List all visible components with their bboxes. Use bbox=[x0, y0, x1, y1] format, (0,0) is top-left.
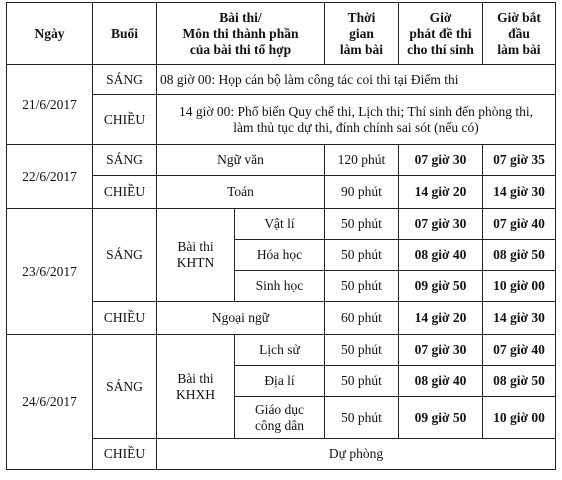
start-time-cell: 07 giờ 35 bbox=[483, 145, 556, 176]
subject-cell: Hóa học bbox=[235, 240, 325, 271]
header-distribution-line2: phát đề thi bbox=[409, 25, 472, 41]
distribution-time-cell: 07 giờ 30 bbox=[399, 335, 483, 366]
duration-cell: 50 phút bbox=[325, 271, 399, 302]
distribution-time-cell: 09 giờ 50 bbox=[399, 271, 483, 302]
session-cell: SÁNG bbox=[93, 335, 157, 439]
duration-cell: 50 phút bbox=[325, 209, 399, 240]
start-time-cell: 14 giờ 30 bbox=[483, 176, 556, 209]
duration-cell: 90 phút bbox=[325, 176, 399, 209]
distribution-time-cell: 14 giờ 20 bbox=[399, 176, 483, 209]
note-cell bbox=[157, 95, 556, 145]
session-cell: CHIỀU bbox=[93, 439, 157, 470]
distribution-time-cell: 09 giờ 50 bbox=[399, 397, 483, 439]
header-duration-line2: gian bbox=[349, 25, 374, 41]
distribution-time-cell: 08 giờ 40 bbox=[399, 240, 483, 271]
group-line2: KHXH bbox=[176, 386, 215, 402]
note-line2: làm thủ tục dự thi, đính chính sai sót (nếu có) bbox=[233, 119, 479, 135]
duration-cell: 50 phút bbox=[325, 366, 399, 397]
group-cell bbox=[157, 209, 235, 302]
header-subject-line1: Bài thi/ bbox=[219, 9, 262, 25]
header-distribution-line3: cho thí sinh bbox=[407, 41, 474, 57]
date-cell: 21/6/2017 bbox=[7, 65, 93, 145]
header-day: Ngày bbox=[7, 3, 93, 65]
header-duration-line1: Thời bbox=[347, 9, 376, 25]
exam-schedule-table bbox=[6, 2, 556, 470]
start-time-cell: 10 giờ 00 bbox=[483, 397, 556, 439]
start-time-cell: 07 giờ 40 bbox=[483, 335, 556, 366]
duration-cell: 60 phút bbox=[325, 302, 399, 335]
date-cell: 22/6/2017 bbox=[7, 145, 93, 209]
session-cell: CHIỀU bbox=[93, 176, 157, 209]
duration-cell: 50 phút bbox=[325, 240, 399, 271]
subject-cell: Sinh học bbox=[235, 271, 325, 302]
note-line1: 14 giờ 00: Phổ biến Quy chế thi, Lịch thi; Thí sinh đến phòng thi, bbox=[178, 103, 534, 119]
subject-cell: Ngoại ngữ bbox=[157, 302, 325, 335]
header-distribution-time bbox=[399, 3, 483, 65]
duration-cell: 50 phút bbox=[325, 335, 399, 366]
subject-cell bbox=[235, 397, 325, 439]
start-time-cell: 10 giờ 00 bbox=[483, 271, 556, 302]
subject-line1: Giáo dục bbox=[254, 401, 305, 417]
distribution-time-cell: 07 giờ 30 bbox=[399, 145, 483, 176]
start-time-cell: 08 giờ 50 bbox=[483, 366, 556, 397]
header-session: Buổi bbox=[93, 3, 157, 65]
header-subject-line2: Môn thi thành phần bbox=[182, 25, 299, 41]
subject-cell: Ngữ văn bbox=[157, 145, 325, 176]
table-row bbox=[7, 145, 556, 176]
note-cell: Dự phòng bbox=[157, 439, 556, 470]
header-subject bbox=[157, 3, 325, 65]
session-cell: CHIỀU bbox=[93, 302, 157, 335]
subject-cell: Lịch sử bbox=[235, 335, 325, 366]
subject-line2: công dân bbox=[254, 417, 305, 433]
distribution-time-cell: 07 giờ 30 bbox=[399, 209, 483, 240]
header-start-line3: làm bài bbox=[497, 41, 541, 57]
table-row bbox=[7, 335, 556, 366]
group-cell bbox=[157, 335, 235, 439]
header-subject-line3: của bài thi tổ hợp bbox=[189, 41, 292, 57]
header-duration bbox=[325, 3, 399, 65]
subject-cell: Địa lí bbox=[235, 366, 325, 397]
header-start-line1: Giờ bắt bbox=[497, 9, 541, 25]
subject-cell: Vật lí bbox=[235, 209, 325, 240]
session-cell: SÁNG bbox=[93, 209, 157, 302]
start-time-cell: 08 giờ 50 bbox=[483, 240, 556, 271]
date-cell: 23/6/2017 bbox=[7, 209, 93, 335]
session-cell: SÁNG bbox=[93, 65, 157, 95]
distribution-time-cell: 08 giờ 40 bbox=[399, 366, 483, 397]
duration-cell: 50 phút bbox=[325, 397, 399, 439]
header-duration-line3: làm bài bbox=[339, 41, 384, 57]
table-row bbox=[7, 209, 556, 240]
header-row bbox=[7, 3, 556, 65]
date-cell: 24/6/2017 bbox=[7, 335, 93, 470]
session-cell: CHIỀU bbox=[93, 95, 157, 145]
header-distribution-line1: Giờ bbox=[429, 9, 452, 25]
group-line1: Bài thi bbox=[177, 370, 214, 386]
start-time-cell: 07 giờ 40 bbox=[483, 209, 556, 240]
header-start-line2: đầu bbox=[508, 25, 530, 41]
note-cell: 08 giờ 00: Họp cán bộ làm công tác coi thi tại Điểm thi bbox=[157, 65, 556, 95]
duration-cell: 120 phút bbox=[325, 145, 399, 176]
header-start-time bbox=[483, 3, 556, 65]
group-line2: KHTN bbox=[176, 255, 215, 270]
session-cell: SÁNG bbox=[93, 145, 157, 176]
subject-cell: Toán bbox=[157, 176, 325, 209]
start-time-cell: 14 giờ 30 bbox=[483, 302, 556, 335]
group-line1: Bài thi bbox=[177, 239, 214, 254]
distribution-time-cell: 14 giờ 20 bbox=[399, 302, 483, 335]
table-row bbox=[7, 65, 556, 95]
